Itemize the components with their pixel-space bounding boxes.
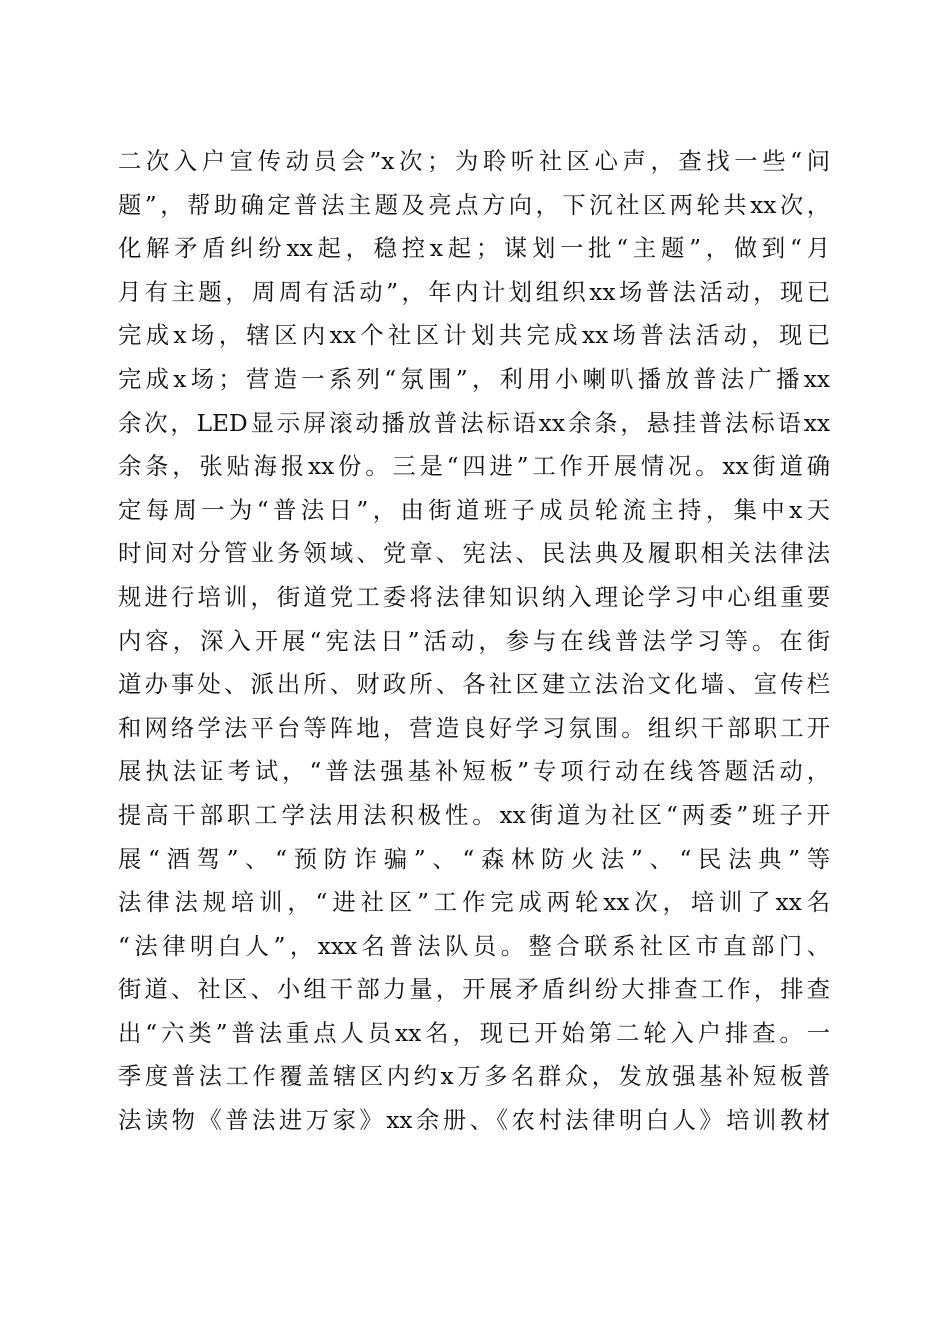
text-line: 出“六类”普法重点人员xx名，现已开始第二轮入户排查。一 (118, 1019, 830, 1047)
text-line: “法律明白人”，xxx名普法队员。整合联系社区市直部门、 (118, 932, 830, 960)
text-line: 季度普法工作覆盖辖区内约x万多名群众，发放强基补短板普 (118, 1063, 830, 1091)
text-line: 展执法证考试，“普法强基补短板”专项行动在线答题活动， (118, 758, 830, 786)
text-line: 完成x场；营造一系列“氛围”，利用小喇叭播放普法广播xx (118, 365, 830, 393)
text-line: 定每周一为“普法日”，由街道班子成员轮流主持，集中x天 (118, 496, 830, 524)
text-line: 内容，深入开展“宪法日”活动，参与在线普法学习等。在街 (118, 627, 830, 655)
text-line: 余条，张贴海报xx份。三是“四进”工作开展情况。xx街道确 (118, 453, 830, 481)
text-line: 法律法规培训，“进社区”工作完成两轮xx次，培训了xx名 (118, 889, 830, 917)
text-line: 道办事处、派出所、财政所、各社区建立法治文化墙、宣传栏 (118, 671, 830, 699)
text-line: 时间对分管业务领域、党章、宪法、民法典及履职相关法律法 (118, 540, 830, 568)
text-line: 化解矛盾纠纷xx起，稳控x起；谋划一批“主题”，做到“月 (118, 235, 830, 263)
text-line: 月有主题，周周有活动”，年内计划组织xx场普法活动，现已 (118, 278, 830, 306)
text-line: 题”，帮助确定普法主题及亮点方向，下沉社区两轮共xx次， (118, 191, 830, 219)
text-line: 二次入户宣传动员会”x次；为聆听社区心声，查找一些“问 (118, 148, 830, 175)
text-line: 完成x场，辖区内xx个社区计划共完成xx场普法活动，现已 (118, 322, 830, 350)
text-line: 和网络学法平台等阵地，营造良好学习氛围。组织干部职工开 (118, 714, 830, 742)
text-line: 法读物《普法进万家》xx余册、《农村法律明白人》培训教材 (118, 1107, 830, 1135)
text-line: 余次，LED显示屏滚动播放普法标语xx余条，悬挂普法标语xx (118, 409, 830, 437)
text-line: 街道、社区、小组干部力量，开展矛盾纠纷大排查工作，排查 (118, 976, 830, 1004)
text-line: 规进行培训，街道党工委将法律知识纳入理论学习中心组重要 (118, 583, 830, 611)
text-line: 展“酒驾”、“预防诈骗”、“森林防火法”、“民法典”等 (118, 845, 830, 873)
body-paragraph (118, 140, 830, 1143)
text-line: 提高干部职工学法用法积极性。xx街道为社区“两委”班子开 (118, 801, 830, 829)
